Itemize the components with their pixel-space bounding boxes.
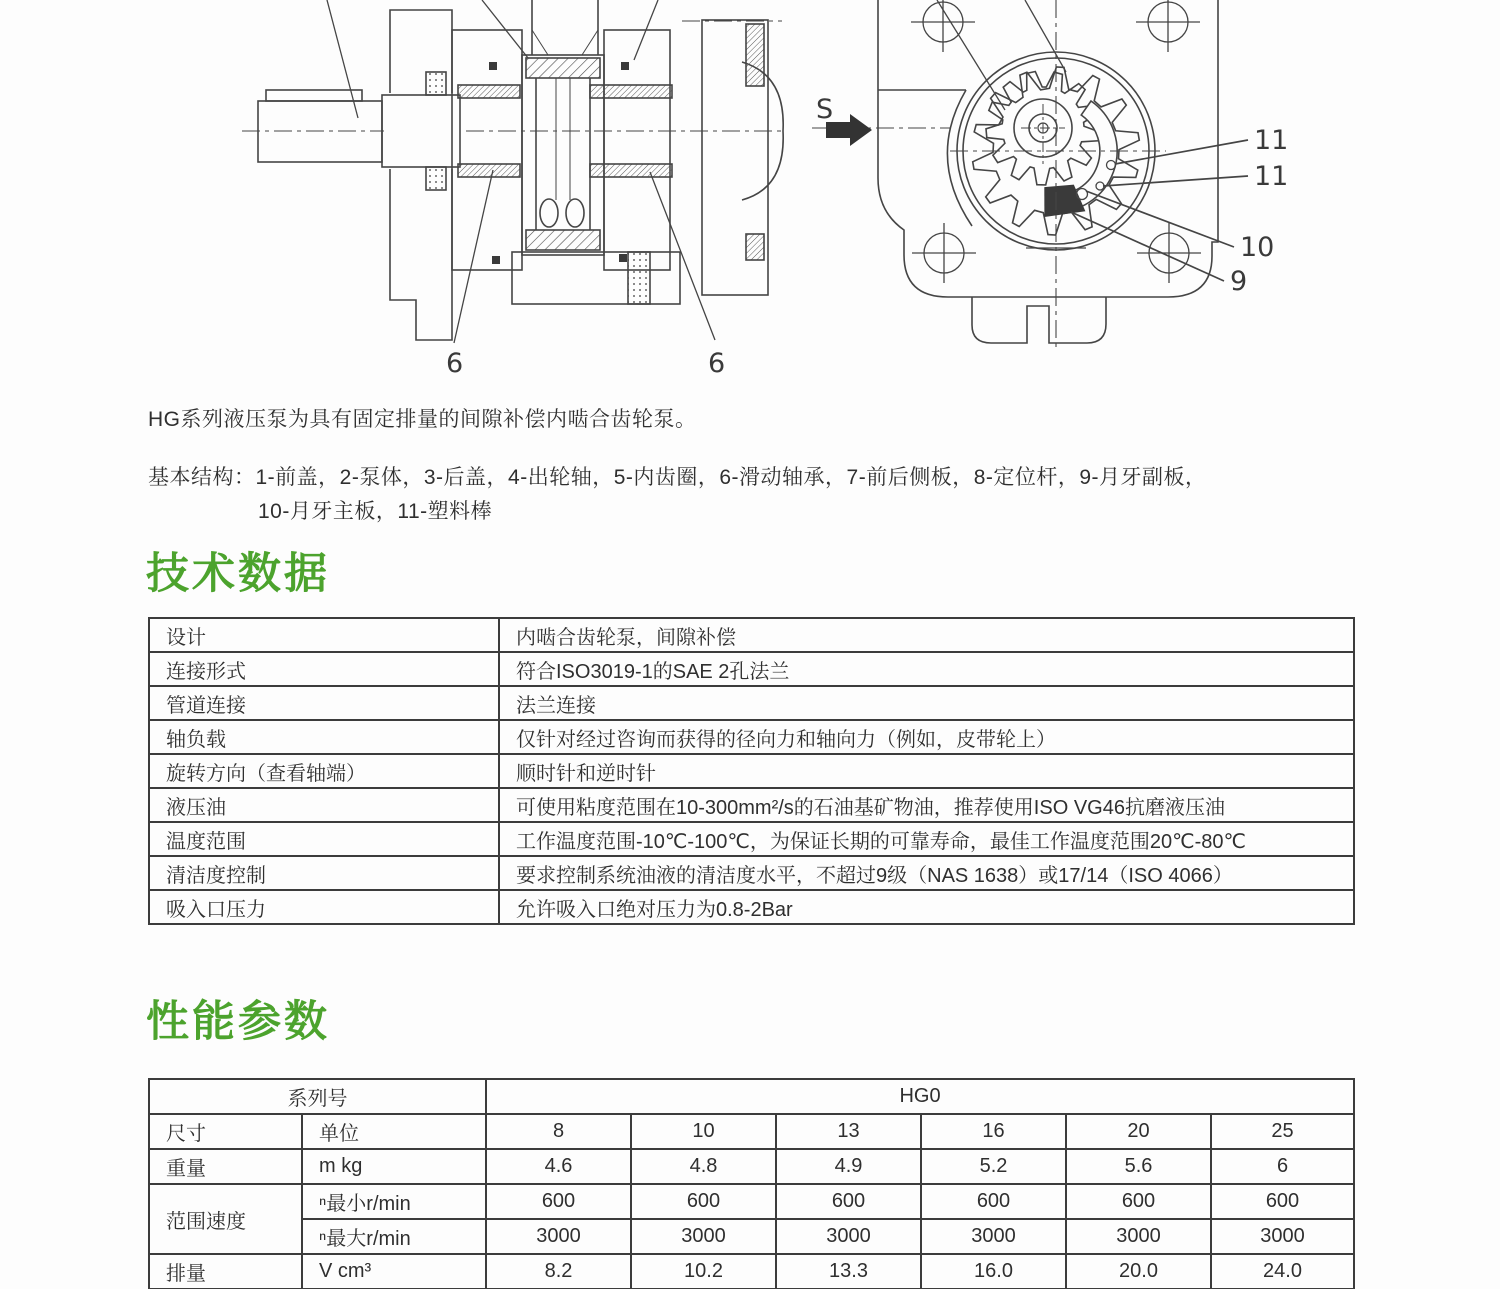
displacement-value-cell: 10.2	[631, 1254, 776, 1289]
tech-row-label: 旋转方向（查看轴端）	[149, 754, 499, 788]
tech-table-row	[149, 754, 1354, 788]
mounting-tab	[972, 297, 1106, 343]
tech-table-row	[149, 822, 1354, 856]
bearing-leader-left	[454, 170, 493, 343]
tech-row-label: 吸入口压力	[149, 890, 499, 924]
speed-label-cell: 范围速度	[149, 1184, 302, 1254]
speed-min-value-cell: 600	[776, 1184, 921, 1219]
shaft-key	[266, 90, 362, 101]
tech-table-row	[149, 856, 1354, 890]
sliding-bearing-top-right	[590, 85, 672, 98]
shaft-seal-upper	[426, 72, 446, 95]
displacement-value-cell: 16.0	[921, 1254, 1066, 1289]
gear-stack-top-cap	[526, 58, 600, 78]
pump-body-right	[604, 30, 670, 270]
perf-header-row	[149, 1079, 1354, 1114]
speed-max-value-cell: 3000	[776, 1219, 921, 1254]
speed-min-value-cell: 600	[921, 1184, 1066, 1219]
perf-speed-max-row	[149, 1219, 1354, 1254]
tech-row-value: 法兰连接	[499, 686, 1354, 720]
size-value-cell: 20	[1066, 1114, 1211, 1149]
size-value-cell: 25	[1211, 1114, 1354, 1149]
tech-row-label: 管道连接	[149, 686, 499, 720]
structure-line-1: 基本结构：1-前盖，2-泵体，3-后盖，4-出轮轴，5-内齿圈，6-滑动轴承，7-前后侧板，8-定位杆，9-月牙副板，	[148, 466, 1207, 489]
section-title-performance: 性能参数	[146, 998, 330, 1046]
tech-row-label: 温度范围	[149, 822, 499, 856]
shaft-seal-lower	[426, 167, 446, 190]
tech-row-label: 液压油	[149, 788, 499, 822]
perf-weight-row	[149, 1149, 1354, 1184]
bottom-plug	[628, 252, 650, 304]
weight-value-cell: 5.6	[1066, 1149, 1211, 1184]
tech-row-label: 设计	[149, 618, 499, 652]
tech-row-value: 工作温度范围-10℃-100℃，为保证长期的可靠寿命，最佳工作温度范围20℃-80℃	[499, 822, 1354, 856]
port-curve	[947, 90, 972, 226]
callout-10: 10	[1240, 232, 1275, 263]
tech-row-value: 可使用粘度范围在10-300mm²/s的石油基矿物油，推荐使用ISO VG46抗磨液压油	[499, 788, 1354, 822]
bottom-flange	[512, 252, 680, 304]
tech-table-row	[149, 720, 1354, 754]
sliding-bearing-bottom-right	[590, 164, 672, 177]
leader-11a	[1115, 140, 1248, 164]
displacement-unit-cell: V cm³	[302, 1254, 486, 1289]
tech-table-row	[149, 890, 1354, 924]
weight-value-cell: 4.8	[631, 1149, 776, 1184]
size-label-cell: 尺寸	[149, 1114, 302, 1149]
speed-max-value-cell: 3000	[631, 1219, 776, 1254]
callout-11b: 11	[1254, 161, 1289, 192]
displacement-value-cell: 20.0	[1066, 1254, 1211, 1289]
speed-min-value-cell: 600	[486, 1184, 631, 1219]
callout-11a: 11	[1254, 125, 1289, 156]
callout-9: 9	[1230, 266, 1248, 297]
size-value-cell: 8	[486, 1114, 631, 1149]
perf-displacement-row	[149, 1254, 1354, 1289]
series-label-cell: 系列号	[149, 1079, 486, 1114]
structure-line-2: 10-月牙主板，11-塑料棒	[258, 500, 493, 523]
section-title-technical-data: 技术数据	[146, 550, 330, 598]
size-value-cell: 10	[631, 1114, 776, 1149]
speed-min-unit-cell: ⁿ最小r/min	[302, 1184, 486, 1219]
adjust-screw-top	[746, 24, 764, 86]
roller-left	[540, 199, 558, 227]
tech-row-label: 清洁度控制	[149, 856, 499, 890]
weight-value-cell: 6	[1211, 1149, 1354, 1184]
tech-row-label: 轴负载	[149, 720, 499, 754]
displacement-label-cell: 排量	[149, 1254, 302, 1289]
leader-10	[1086, 191, 1234, 247]
structure-paragraph	[148, 461, 1207, 529]
unit-label-cell: 单位	[302, 1114, 486, 1149]
tech-row-value: 符合ISO3019-1的SAE 2孔法兰	[499, 652, 1354, 686]
speed-max-value-cell: 3000	[486, 1219, 631, 1254]
gear-stack-bottom-cap	[526, 230, 600, 250]
inlet-callout: S	[816, 94, 834, 125]
speed-min-value-cell: 600	[1066, 1184, 1211, 1219]
displacement-value-cell: 8.2	[486, 1254, 631, 1289]
tech-row-label: 连接形式	[149, 652, 499, 686]
bearing-leader-right	[650, 172, 715, 340]
tech-row-value: 仅针对经过咨询而获得的径向力和轴向力（例如，皮带轮上）	[499, 720, 1354, 754]
speed-max-value-cell: 3000	[1066, 1219, 1211, 1254]
size-value-cell: 13	[776, 1114, 921, 1149]
performance-table	[148, 1078, 1355, 1289]
tech-row-value: 允许吸入口绝对压力为0.8-2Bar	[499, 890, 1354, 924]
tech-row-value: 内啮合齿轮泵，间隙补偿	[499, 618, 1354, 652]
pump-front-view-diagram	[800, 0, 1320, 350]
speed-max-unit-cell: ⁿ最大r/min	[302, 1219, 486, 1254]
adjust-screw-bottom	[746, 234, 764, 260]
weight-value-cell: 4.9	[776, 1149, 921, 1184]
tech-table-row	[149, 618, 1354, 652]
weight-unit-cell: m kg	[302, 1149, 486, 1184]
size-value-cell: 16	[921, 1114, 1066, 1149]
intro-paragraph: HG系列液压泵为具有固定排量的间隙补偿内啮合齿轮泵。	[148, 408, 697, 431]
sliding-bearing-top-left	[458, 85, 520, 98]
tech-table-row	[149, 788, 1354, 822]
tech-row-value: 顺时针和逆时针	[499, 754, 1354, 788]
leader-9	[1071, 212, 1224, 281]
speed-min-value-cell: 600	[1211, 1184, 1354, 1219]
weight-label-cell: 重量	[149, 1149, 302, 1184]
tech-row-value: 要求控制系统油液的清洁度水平，不超过9级（NAS 1638）或17/14（ISO 4066）	[499, 856, 1354, 890]
weight-value-cell: 4.6	[486, 1149, 631, 1184]
tech-table-row	[149, 652, 1354, 686]
perf-speed-min-row	[149, 1184, 1354, 1219]
sliding-bearing-bottom-left	[458, 164, 520, 177]
technical-data-table	[148, 617, 1355, 925]
pump-cross-section-diagram	[230, 0, 790, 380]
speed-min-value-cell: 600	[631, 1184, 776, 1219]
perf-size-row	[149, 1114, 1354, 1149]
bearing-callout-left: 6	[446, 348, 464, 379]
speed-max-value-cell: 3000	[921, 1219, 1066, 1254]
displacement-value-cell: 24.0	[1211, 1254, 1354, 1289]
bearing-callout-right: 6	[708, 348, 726, 379]
speed-max-value-cell: 3000	[1211, 1219, 1354, 1254]
weight-value-cell: 5.2	[921, 1149, 1066, 1184]
displacement-value-cell: 13.3	[776, 1254, 921, 1289]
roller-right	[566, 199, 584, 227]
series-value-cell: HG0	[486, 1079, 1354, 1114]
tech-table-row	[149, 686, 1354, 720]
